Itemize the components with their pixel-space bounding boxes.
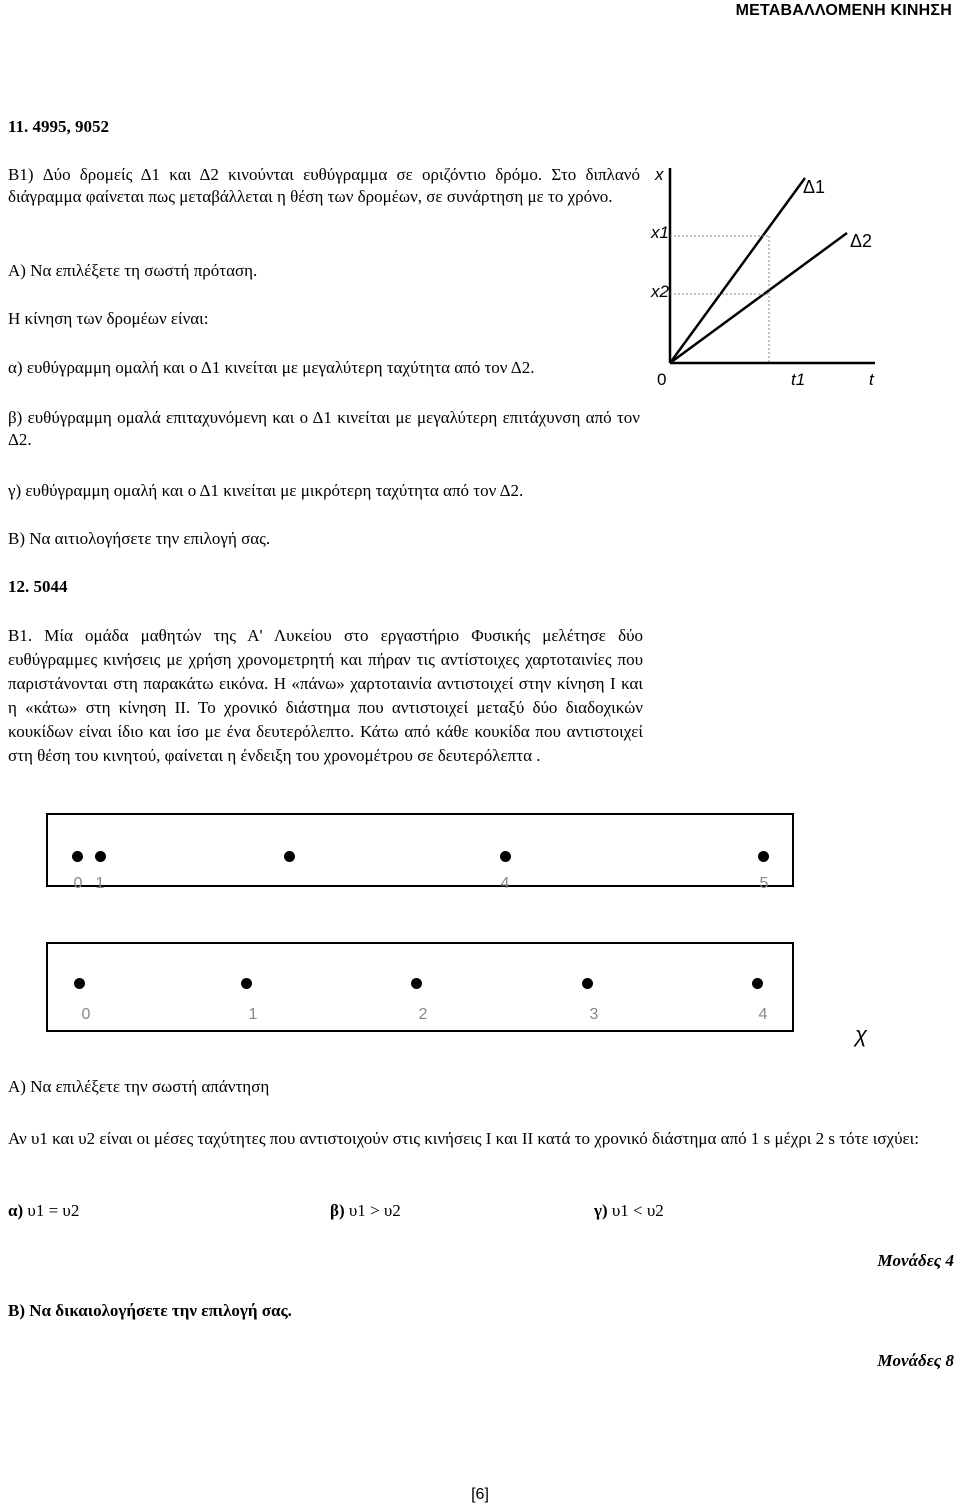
answer-option-a: [8, 1200, 79, 1222]
graph-origin-label: 0: [657, 370, 667, 389]
graph-d2-label: Δ2: [850, 231, 873, 251]
tape1-dot: [758, 851, 769, 862]
answer-option-c: [594, 1200, 664, 1222]
graph-x2-label: x2: [651, 282, 669, 301]
axis-chi-label: χ: [855, 1022, 868, 1047]
option-b-letter: β): [330, 1201, 345, 1220]
question-11-option-b: β) ευθύγραμμη ομαλά επιταχυνόμενη και ο Δ1 κινείται με μεγαλύτερη επιτάχυνση από τον Δ2.: [8, 408, 640, 449]
page-number: [6]: [471, 1486, 489, 1503]
option-a-letter: α): [8, 1201, 24, 1220]
ticker-tape-motion-2: [46, 942, 794, 1032]
question-12-part-a: Α) Να επιλέξετε την σωστή απάντηση: [8, 1077, 270, 1096]
tape2-dot: [74, 978, 85, 989]
question-12-title: 12. 5044: [8, 577, 68, 596]
tape2-dot: [752, 978, 763, 989]
page-header-title: ΜΕΤΑΒΑΛΛΟΜΕΝΗ ΚΙΝΗΣΗ: [735, 2, 952, 19]
tape1-label: 5: [759, 875, 769, 892]
question-11-lead: Η κίνηση των δρομέων είναι:: [8, 309, 209, 328]
tape2-label: 2: [418, 1006, 428, 1023]
tape1-label: 1: [95, 875, 105, 892]
graph-line-d2: [670, 233, 847, 363]
marks-part-a: Μονάδες 4: [877, 1251, 954, 1270]
tape2-dot: [582, 978, 593, 989]
tape1-label: 0: [73, 875, 83, 892]
tape1-dot: [95, 851, 106, 862]
tape2-dot: [411, 978, 422, 989]
graph-t1-label: t1: [791, 370, 806, 389]
tape2-label: 3: [589, 1006, 599, 1023]
graph-line-d1: [670, 178, 805, 363]
answer-option-b: [330, 1200, 401, 1222]
tape2-label: 0: [81, 1006, 91, 1023]
question-11-option-c: γ) ευθύγραμμη ομαλή και ο Δ1 κινείται με μικρότερη ταχύτητα από τον Δ2.: [8, 481, 524, 500]
tape1-dot: [72, 851, 83, 862]
graph-t-label: t: [869, 370, 874, 389]
tape1-dot: [500, 851, 511, 862]
tape2-dot: [241, 978, 252, 989]
graph-d1-label: Δ1: [803, 177, 826, 197]
option-a-text: υ1 = υ2: [27, 1201, 80, 1220]
question-11-title: 11. 4995, 9052: [8, 117, 110, 136]
question-11-intro: B1) Δύο δρομείς Δ1 και Δ2 κινούνται ευθύγραμμα σε οριζόντιο δρόμο. Στο διπλανό διάγραμμα φαίνεται πως μεταβάλλεται η θέση των δρομέων, σε συνάρτηση με το χρόνο.: [8, 165, 640, 206]
graph-y-label: x: [655, 165, 664, 184]
option-c-letter: γ): [594, 1201, 608, 1220]
question-11-part-b: Β) Να αιτιολογήσετε την επιλογή σας.: [8, 529, 271, 548]
tape2-label: 4: [758, 1006, 768, 1023]
option-b-text: υ1 > υ2: [348, 1201, 401, 1220]
question-11-part-a: Α) Να επιλέξετε τη σωστή πρόταση.: [8, 261, 258, 280]
ticker-tape-motion-1: [46, 813, 794, 892]
tape2-label: 1: [248, 1006, 258, 1023]
position-time-graph: [645, 160, 885, 390]
graph-x1-label: x1: [651, 223, 669, 242]
question-12-intro: Β1. Μία ομάδα μαθητών της Α' Λυκείου στο εργαστήριο Φυσικής μελέτησε δύο ευθύγραμμες κινήσεις με χρήση χρονομετρητή και πήραν τις αντίστοιχες χαρτοταινίες που παριστάνονται στη παρακάτω εικόνα. Η «πάνω» χαρτοταινία αντιστοιχεί στην κίνηση Ι και η «κάτω» στη κίνηση ΙΙ. Το χρονικό διάστημα που αντιστοιχεί μεταξύ δύο διαδοχικών κουκίδων είναι ίδιο και ίσο με ένα δευτερόλεπτο. Κάτω από κάθε κουκίδα που αντιστοιχεί στη θέση του κινητού, φαίνεται η ένδειξη του χρονομέτρου σε δευτερόλεπτα .: [8, 626, 643, 765]
question-11-option-a: α) ευθύγραμμη ομαλή και ο Δ1 κινείται με μεγαλύτερη ταχύτητα από τον Δ2.: [8, 358, 535, 377]
question-12-part-b: Β) Να δικαιολογήσετε την επιλογή σας.: [8, 1301, 292, 1320]
question-12-stem: Αν υ1 και υ2 είναι οι μέσες ταχύτητες που αντιστοιχούν στις κινήσεις Ι και ΙΙ κατά το χρονικό διάστημα από 1 s μέχρι 2 s τότε ισχύει:: [8, 1129, 919, 1148]
tape1-label: 4: [500, 875, 510, 892]
marks-part-b: Μονάδες 8: [877, 1351, 954, 1370]
tape1-dot: [284, 851, 295, 862]
option-c-text: υ1 < υ2: [611, 1201, 664, 1220]
